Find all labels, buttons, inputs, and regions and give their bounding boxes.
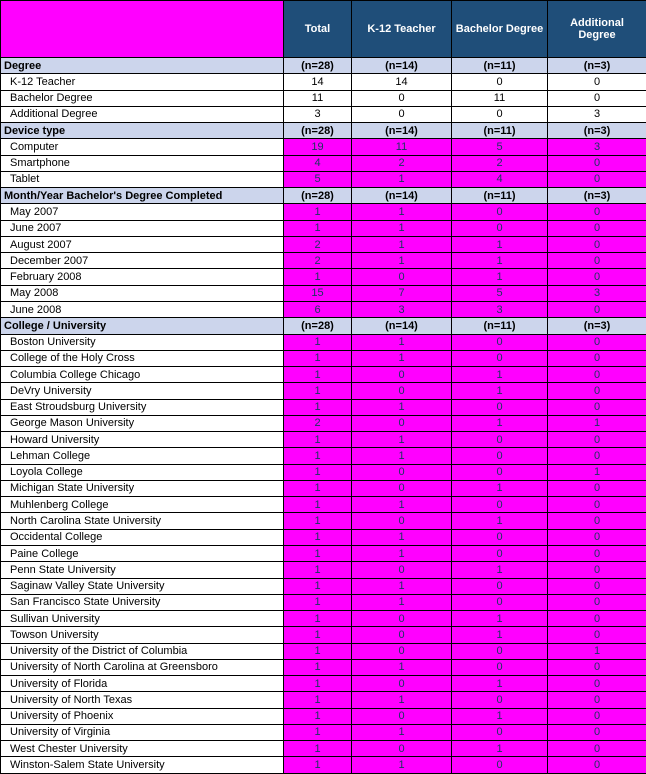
cell-value: 3 <box>548 106 646 122</box>
cell-value: 3 <box>548 139 646 155</box>
section-title: Degree <box>1 58 284 74</box>
row-label: University of North Texas <box>1 692 284 708</box>
table-row <box>1 171 646 187</box>
cell-value: 1 <box>548 415 646 431</box>
table-row <box>1 139 646 155</box>
cell-value: 0 <box>452 464 548 480</box>
cell-value: 2 <box>352 155 452 171</box>
cell-value: 0 <box>548 236 646 252</box>
cell-value: 11 <box>284 90 352 106</box>
cell-value: 6 <box>284 301 352 317</box>
row-label: East Stroudsburg University <box>1 399 284 415</box>
cell-value: 2 <box>284 253 352 269</box>
cell-value: 2 <box>452 155 548 171</box>
cell-value: 0 <box>548 562 646 578</box>
row-label: May 2007 <box>1 204 284 220</box>
cell-value: 0 <box>452 399 548 415</box>
cell-value: 0 <box>352 415 452 431</box>
section-header-row <box>1 58 646 74</box>
column-header-bachelor-degree: Bachelor Degree <box>452 1 548 58</box>
section-count: (n=28) <box>284 318 352 334</box>
cell-value: 2 <box>284 415 352 431</box>
cell-value: 1 <box>452 627 548 643</box>
row-label: Winston-Salem State University <box>1 757 284 774</box>
cell-value: 0 <box>352 367 452 383</box>
cell-value: 1 <box>284 724 352 740</box>
table-row <box>1 724 646 740</box>
cell-value: 1 <box>352 448 452 464</box>
cell-value: 0 <box>452 659 548 675</box>
table-row <box>1 529 646 545</box>
row-label: Additional Degree <box>1 106 284 122</box>
cell-value: 0 <box>548 724 646 740</box>
cell-value: 0 <box>548 594 646 610</box>
cell-value: 1 <box>284 480 352 496</box>
table-row <box>1 627 646 643</box>
row-label: Muhlenberg College <box>1 497 284 513</box>
row-label: Computer <box>1 139 284 155</box>
cell-value: 1 <box>352 253 452 269</box>
cell-value: 1 <box>548 464 646 480</box>
cell-value: 0 <box>548 676 646 692</box>
row-label: K-12 Teacher <box>1 74 284 90</box>
cell-value: 1 <box>284 334 352 350</box>
cell-value: 0 <box>548 513 646 529</box>
table-row <box>1 692 646 708</box>
cell-value: 0 <box>352 106 452 122</box>
cell-value: 1 <box>452 611 548 627</box>
row-label: June 2008 <box>1 301 284 317</box>
cell-value: 1 <box>452 562 548 578</box>
table-row <box>1 741 646 757</box>
cell-value: 1 <box>452 513 548 529</box>
cell-value: 0 <box>548 529 646 545</box>
cell-value: 0 <box>352 627 452 643</box>
table-row <box>1 708 646 724</box>
section-count: (n=3) <box>548 58 646 74</box>
cell-value: 0 <box>548 350 646 366</box>
row-label: Penn State University <box>1 562 284 578</box>
cell-value: 0 <box>452 594 548 610</box>
table-row <box>1 350 646 366</box>
cell-value: 3 <box>548 285 646 301</box>
section-count: (n=3) <box>548 188 646 204</box>
section-count: (n=3) <box>548 318 646 334</box>
cell-value: 1 <box>284 676 352 692</box>
cell-value: 0 <box>452 724 548 740</box>
cell-value: 0 <box>452 106 548 122</box>
section-count: (n=11) <box>452 58 548 74</box>
cell-value: 1 <box>284 757 352 774</box>
table-row <box>1 545 646 561</box>
cell-value: 1 <box>284 545 352 561</box>
table-row <box>1 253 646 269</box>
section-count: (n=28) <box>284 123 352 139</box>
table-row <box>1 659 646 675</box>
cell-value: 1 <box>352 659 452 675</box>
cell-value: 0 <box>352 480 452 496</box>
cell-value: 1 <box>284 594 352 610</box>
table-body <box>1 58 646 774</box>
table-row <box>1 643 646 659</box>
cell-value: 1 <box>284 529 352 545</box>
column-header-k12-teacher: K-12 Teacher <box>352 1 452 58</box>
table-row <box>1 285 646 301</box>
row-label: San Francisco State University <box>1 594 284 610</box>
cell-value: 3 <box>352 301 452 317</box>
cell-value: 1 <box>452 367 548 383</box>
cell-value: 0 <box>352 741 452 757</box>
cell-value: 5 <box>452 285 548 301</box>
cell-value: 0 <box>548 383 646 399</box>
cell-value: 0 <box>548 692 646 708</box>
table-row <box>1 594 646 610</box>
table-row <box>1 497 646 513</box>
table-row <box>1 757 646 774</box>
column-header-total: Total <box>284 1 352 58</box>
table-row <box>1 432 646 448</box>
cell-value: 0 <box>452 74 548 90</box>
cell-value: 1 <box>284 204 352 220</box>
cell-value: 0 <box>548 171 646 187</box>
cell-value: 0 <box>452 529 548 545</box>
column-header-additional-degree: Additional Degree <box>548 1 646 58</box>
row-label: December 2007 <box>1 253 284 269</box>
cell-value: 15 <box>284 285 352 301</box>
cell-value: 1 <box>284 269 352 285</box>
cell-value: 0 <box>452 432 548 448</box>
row-label: George Mason University <box>1 415 284 431</box>
cell-value: 7 <box>352 285 452 301</box>
table-row <box>1 106 646 122</box>
cell-value: 0 <box>452 643 548 659</box>
cell-value: 1 <box>352 757 452 774</box>
cell-value: 0 <box>548 448 646 464</box>
row-label: DeVry University <box>1 383 284 399</box>
cell-value: 0 <box>352 383 452 399</box>
cell-value: 1 <box>352 236 452 252</box>
cell-value: 0 <box>548 545 646 561</box>
cell-value: 1 <box>284 611 352 627</box>
table-row <box>1 448 646 464</box>
row-label: West Chester University <box>1 741 284 757</box>
cell-value: 1 <box>452 383 548 399</box>
cell-value: 1 <box>284 220 352 236</box>
cell-value: 11 <box>452 90 548 106</box>
cell-value: 1 <box>352 724 452 740</box>
cell-value: 1 <box>352 545 452 561</box>
corner-cell <box>1 1 284 58</box>
row-label: University of Virginia <box>1 724 284 740</box>
cell-value: 0 <box>452 545 548 561</box>
cell-value: 0 <box>548 301 646 317</box>
cell-value: 1 <box>452 676 548 692</box>
cell-value: 0 <box>452 334 548 350</box>
cell-value: 1 <box>452 269 548 285</box>
cell-value: 0 <box>548 627 646 643</box>
cell-value: 1 <box>284 367 352 383</box>
table-row <box>1 383 646 399</box>
cell-value: 1 <box>284 350 352 366</box>
table-row <box>1 301 646 317</box>
table-row <box>1 513 646 529</box>
cell-value: 1 <box>352 220 452 236</box>
table-row <box>1 399 646 415</box>
row-label: University of Phoenix <box>1 708 284 724</box>
cell-value: 1 <box>452 741 548 757</box>
cell-value: 3 <box>452 301 548 317</box>
cell-value: 1 <box>352 399 452 415</box>
cell-value: 0 <box>452 692 548 708</box>
row-label: University of Florida <box>1 676 284 692</box>
cell-value: 1 <box>352 578 452 594</box>
cell-value: 0 <box>548 220 646 236</box>
cell-value: 2 <box>284 236 352 252</box>
row-label: Sullivan University <box>1 611 284 627</box>
cell-value: 0 <box>352 90 452 106</box>
section-title: College / University <box>1 318 284 334</box>
cell-value: 0 <box>352 464 452 480</box>
section-count: (n=14) <box>352 318 452 334</box>
cell-value: 0 <box>548 269 646 285</box>
cell-value: 0 <box>548 432 646 448</box>
cell-value: 1 <box>352 350 452 366</box>
cell-value: 1 <box>284 497 352 513</box>
row-label: College of the Holy Cross <box>1 350 284 366</box>
table-row <box>1 676 646 692</box>
cell-value: 1 <box>452 415 548 431</box>
cell-value: 1 <box>452 253 548 269</box>
cell-value: 0 <box>548 757 646 774</box>
cell-value: 0 <box>548 497 646 513</box>
cell-value: 0 <box>548 399 646 415</box>
cell-value: 19 <box>284 139 352 155</box>
cell-value: 1 <box>352 171 452 187</box>
cell-value: 1 <box>284 448 352 464</box>
row-label: Occidental College <box>1 529 284 545</box>
row-label: University of the District of Columbia <box>1 643 284 659</box>
section-header-row <box>1 123 646 139</box>
table-row <box>1 220 646 236</box>
row-label: University of North Carolina at Greensboro <box>1 659 284 675</box>
cell-value: 0 <box>452 350 548 366</box>
cell-value: 1 <box>352 497 452 513</box>
cell-value: 0 <box>548 74 646 90</box>
table-row <box>1 415 646 431</box>
section-count: (n=14) <box>352 123 452 139</box>
row-label: Howard University <box>1 432 284 448</box>
cell-value: 0 <box>548 480 646 496</box>
row-label: Bachelor Degree <box>1 90 284 106</box>
row-label: Paine College <box>1 545 284 561</box>
table-row <box>1 480 646 496</box>
table-row <box>1 334 646 350</box>
table-row <box>1 204 646 220</box>
cell-value: 1 <box>284 562 352 578</box>
row-label: May 2008 <box>1 285 284 301</box>
cell-value: 0 <box>548 578 646 594</box>
cell-value: 0 <box>548 367 646 383</box>
cell-value: 0 <box>352 269 452 285</box>
cell-value: 1 <box>548 643 646 659</box>
section-count: (n=28) <box>284 58 352 74</box>
row-label: Boston University <box>1 334 284 350</box>
section-count: (n=14) <box>352 58 452 74</box>
cell-value: 1 <box>352 692 452 708</box>
cell-value: 0 <box>548 155 646 171</box>
cell-value: 0 <box>548 334 646 350</box>
cell-value: 0 <box>548 253 646 269</box>
table-row <box>1 578 646 594</box>
cell-value: 0 <box>452 204 548 220</box>
cell-value: 11 <box>352 139 452 155</box>
cell-value: 3 <box>284 106 352 122</box>
table-row <box>1 464 646 480</box>
cell-value: 1 <box>284 464 352 480</box>
cell-value: 1 <box>352 204 452 220</box>
cell-value: 1 <box>284 432 352 448</box>
cell-value: 0 <box>548 659 646 675</box>
cell-value: 0 <box>452 578 548 594</box>
cell-value: 4 <box>284 155 352 171</box>
section-title: Device type <box>1 123 284 139</box>
cell-value: 0 <box>452 757 548 774</box>
table-row <box>1 367 646 383</box>
cell-value: 1 <box>284 708 352 724</box>
cell-value: 0 <box>352 676 452 692</box>
cell-value: 1 <box>284 692 352 708</box>
cell-value: 1 <box>284 659 352 675</box>
section-count: (n=3) <box>548 123 646 139</box>
cell-value: 1 <box>352 432 452 448</box>
row-label: Saginaw Valley State University <box>1 578 284 594</box>
cell-value: 1 <box>284 513 352 529</box>
section-count: (n=14) <box>352 188 452 204</box>
section-header-row <box>1 318 646 334</box>
cell-value: 1 <box>284 383 352 399</box>
table-row <box>1 74 646 90</box>
row-label: North Carolina State University <box>1 513 284 529</box>
cell-value: 1 <box>284 578 352 594</box>
row-label: February 2008 <box>1 269 284 285</box>
cell-value: 1 <box>352 334 452 350</box>
cell-value: 14 <box>352 74 452 90</box>
cell-value: 5 <box>284 171 352 187</box>
cell-value: 1 <box>452 480 548 496</box>
cell-value: 0 <box>352 643 452 659</box>
cell-value: 0 <box>352 513 452 529</box>
row-label: June 2007 <box>1 220 284 236</box>
row-label: Columbia College Chicago <box>1 367 284 383</box>
table-row <box>1 269 646 285</box>
cell-value: 0 <box>548 708 646 724</box>
table-row <box>1 611 646 627</box>
table-row <box>1 236 646 252</box>
row-label: August 2007 <box>1 236 284 252</box>
section-count: (n=11) <box>452 188 548 204</box>
row-label: Loyola College <box>1 464 284 480</box>
row-label: Michigan State University <box>1 480 284 496</box>
cell-value: 0 <box>452 448 548 464</box>
cell-value: 0 <box>548 90 646 106</box>
cell-value: 1 <box>452 708 548 724</box>
cell-value: 1 <box>452 236 548 252</box>
section-count: (n=11) <box>452 123 548 139</box>
row-label: Towson University <box>1 627 284 643</box>
table-row <box>1 155 646 171</box>
cell-value: 4 <box>452 171 548 187</box>
section-count: (n=11) <box>452 318 548 334</box>
cell-value: 0 <box>352 562 452 578</box>
table-row <box>1 90 646 106</box>
section-header-row <box>1 188 646 204</box>
cell-value: 1 <box>284 399 352 415</box>
cell-value: 1 <box>284 643 352 659</box>
row-label: Tablet <box>1 171 284 187</box>
cell-value: 0 <box>548 741 646 757</box>
cell-value: 1 <box>284 741 352 757</box>
cell-value: 0 <box>352 611 452 627</box>
cell-value: 0 <box>452 497 548 513</box>
cell-value: 5 <box>452 139 548 155</box>
cell-value: 1 <box>284 627 352 643</box>
table-row <box>1 562 646 578</box>
row-label: Lehman College <box>1 448 284 464</box>
cell-value: 0 <box>452 220 548 236</box>
section-title: Month/Year Bachelor's Degree Completed <box>1 188 284 204</box>
cell-value: 1 <box>352 529 452 545</box>
header-row <box>1 1 646 58</box>
cell-value: 0 <box>352 708 452 724</box>
cell-value: 0 <box>548 204 646 220</box>
cell-value: 1 <box>352 594 452 610</box>
cell-value: 0 <box>548 611 646 627</box>
row-label: Smartphone <box>1 155 284 171</box>
section-count: (n=28) <box>284 188 352 204</box>
cell-value: 14 <box>284 74 352 90</box>
